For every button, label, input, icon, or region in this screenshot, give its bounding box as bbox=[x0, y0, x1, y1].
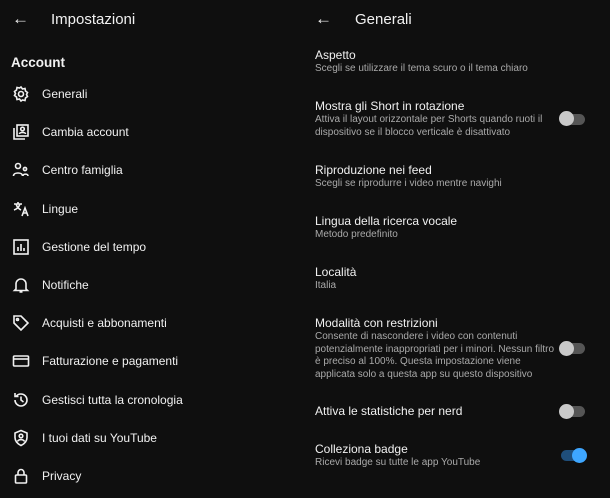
sidebar-item-label: Fatturazione e pagamenti bbox=[42, 354, 179, 369]
sidebar-item-notifiche[interactable] bbox=[0, 267, 300, 303]
setting-title: Aspetto bbox=[315, 48, 356, 62]
setting-title: Attiva le statistiche per nerd bbox=[315, 404, 463, 418]
sidebar-item-i-tuoi-dati-su-youtube[interactable] bbox=[0, 420, 300, 456]
translate-icon bbox=[12, 200, 30, 218]
setting-description: Scegli se riprodurre i video mentre navighi bbox=[315, 178, 502, 189]
sidebar-item-cambia-account[interactable] bbox=[0, 114, 300, 150]
sidebar-item-label: Gestione del tempo bbox=[42, 239, 147, 254]
lock-icon bbox=[12, 467, 30, 485]
setting-row[interactable] bbox=[315, 99, 605, 139]
setting-row[interactable] bbox=[315, 404, 605, 419]
sidebar-item-label: Privacy bbox=[42, 469, 82, 483]
family-icon bbox=[12, 161, 30, 179]
setting-title: Riproduzione nei feed bbox=[315, 163, 432, 177]
sidebar-item-label: Gestisci tutta la cronologia bbox=[42, 392, 183, 407]
sidebar-item-label: Centro famiglia bbox=[42, 163, 123, 178]
sidebar-item-lingue[interactable] bbox=[0, 191, 300, 227]
panel-title: Generali bbox=[355, 11, 412, 28]
sidebar-item-label: Lingue bbox=[42, 201, 79, 216]
setting-description: Ricevi badge su tutte le app YouTube bbox=[315, 457, 481, 468]
setting-row[interactable] bbox=[315, 316, 605, 381]
setting-title: Località bbox=[315, 265, 357, 279]
credit-card-icon bbox=[12, 352, 30, 370]
sidebar-item-gestione-del-tempo[interactable] bbox=[0, 229, 300, 265]
gear-icon bbox=[12, 85, 30, 103]
toggle-switch[interactable] bbox=[561, 450, 585, 461]
shield-person-icon bbox=[12, 429, 30, 447]
setting-title: Mostra gli Short in rotazione bbox=[315, 99, 465, 113]
setting-description: Scegli se utilizzare il tema scuro o il tema chiaro bbox=[315, 63, 528, 74]
sidebar-item-centro-famiglia[interactable] bbox=[0, 152, 300, 188]
sidebar-item-label: Cambia account bbox=[42, 125, 129, 140]
sidebar-item-label: Acquisti e abbonamenti bbox=[42, 316, 167, 331]
back-arrow-icon[interactable]: ← bbox=[315, 9, 332, 28]
setting-title: Modalità con restrizioni bbox=[315, 316, 438, 330]
bell-icon bbox=[12, 276, 30, 294]
back-arrow-icon[interactable]: ← bbox=[12, 9, 29, 28]
setting-description: Attiva il layout orizzontale per Shorts quando ruoti il dispositivo se il blocco verticale è disattivato bbox=[315, 114, 543, 138]
switch-account-icon bbox=[12, 123, 30, 141]
page-title: Impostazioni bbox=[51, 11, 136, 28]
chart-icon bbox=[12, 238, 30, 256]
sidebar-item-privacy[interactable] bbox=[0, 458, 300, 494]
sidebar-item-label: Generali bbox=[42, 87, 88, 101]
setting-row[interactable] bbox=[315, 214, 605, 242]
section-heading: Account bbox=[11, 55, 65, 70]
setting-description: Consente di nascondere i video con contenuti potenzialmente inappropriati per i minori. Nessun filtro è preciso al 100%. Questa impostazione viene applicata solo a questa app su questo dispositivo bbox=[315, 331, 555, 380]
setting-row[interactable] bbox=[315, 265, 605, 293]
setting-title: Colleziona badge bbox=[315, 442, 408, 456]
setting-row[interactable] bbox=[315, 163, 605, 191]
sidebar-item-acquisti-e-abbonamenti[interactable] bbox=[0, 305, 300, 341]
sidebar-item-label: I tuoi dati su YouTube bbox=[42, 430, 157, 445]
setting-description: Italia bbox=[315, 280, 337, 291]
toggle-switch[interactable] bbox=[561, 343, 585, 354]
history-icon bbox=[12, 391, 30, 409]
sidebar-item-gestisci-tutta-la-cronologia[interactable] bbox=[0, 382, 300, 418]
toggle-switch[interactable] bbox=[561, 406, 585, 417]
setting-title: Lingua della ricerca vocale bbox=[315, 214, 458, 228]
tag-icon bbox=[12, 314, 30, 332]
toggle-knob bbox=[559, 404, 574, 419]
setting-description: Metodo predefinito bbox=[315, 229, 398, 240]
setting-row[interactable] bbox=[315, 48, 605, 76]
sidebar-item-label: Notifiche bbox=[42, 278, 89, 292]
toggle-knob bbox=[559, 341, 574, 356]
setting-row[interactable] bbox=[315, 442, 605, 470]
sidebar-item-generali[interactable] bbox=[0, 76, 300, 112]
toggle-switch[interactable] bbox=[561, 114, 585, 125]
toggle-knob bbox=[559, 111, 574, 126]
toggle-knob bbox=[572, 448, 587, 463]
sidebar-item-fatturazione-e-pagamenti[interactable] bbox=[0, 343, 300, 379]
